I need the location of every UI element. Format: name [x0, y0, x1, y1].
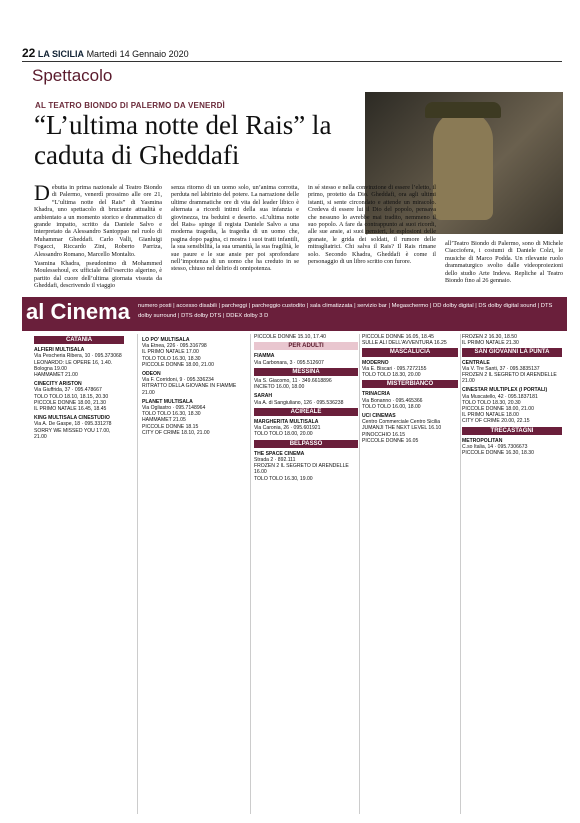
listing-line: PICCOLE DONNE 16.05 — [362, 437, 419, 444]
header-rule — [22, 61, 562, 62]
paper-name: LA SICILIA — [37, 49, 85, 59]
listing-line: TOLO TOLO 16.00, 18.00 — [362, 403, 421, 410]
listing-line: IL PRIMO NATALE 17.00 — [142, 349, 199, 356]
listing-line: TOLO TOLO 18.30, 20.00 — [362, 372, 421, 379]
theater-name: TRINACRIA — [362, 391, 391, 398]
listing-line: Via A. di Sangiuliano, 126 · 095.536238 — [254, 399, 344, 406]
listing-line: CITY OF CRIME 20.00, 22.15 — [462, 418, 530, 425]
page-number: 22 — [22, 46, 36, 60]
listing-line: Via Carbonara, 3 · 095.512607 — [254, 359, 324, 366]
city-heading: MESSINA — [254, 368, 358, 376]
listing-column-4 — [362, 334, 458, 444]
theater-name: MODERNO — [362, 359, 389, 366]
column-divider — [359, 334, 360, 814]
listing-line: TOLO TOLO 18.00, 20.00 — [254, 431, 313, 438]
theater-name: SARAH — [254, 393, 273, 400]
theater-name: METROPOLITAN — [462, 437, 503, 444]
listing-line: Via Pescheria Ribera, 10 · 095.373068 — [34, 353, 122, 360]
actor-figure — [433, 110, 493, 220]
listing-line: PICCOLE DONNE 15.10, 17.40 — [254, 334, 326, 340]
listing-line: PINOCCHIO 16.15 — [362, 431, 406, 438]
listing-line: TOLO TOLO 18.30, 20.30 — [462, 399, 521, 406]
listing-line: CITY OF CRIME 18.10, 21.00 — [142, 429, 210, 436]
listing-line: Via F. Corridoni, 9 · 095.336234 — [142, 377, 214, 384]
listing-column-5 — [462, 334, 562, 456]
listing-line: PICCOLE DONNE 18.00, 21.30 — [34, 399, 106, 406]
listing-line: RITRATTO DELLA GIOVANE IN FIAMME 21.00 — [142, 383, 237, 396]
listing-line: IL PRIMO NATALE 16.45, 18.45 — [34, 406, 107, 413]
listing-column-1 — [34, 334, 124, 440]
listing-line: IL PRIMO NATALE 21.30 — [462, 340, 519, 347]
article-column-4 — [445, 240, 563, 284]
city-heading: CATANIA — [34, 336, 124, 344]
city-heading: BELPASSO — [254, 440, 358, 448]
theater-name: CENTRALE — [462, 359, 490, 366]
listing-line: TOLO TOLO 16.30, 18.30 — [142, 411, 201, 418]
issue-date: Martedì 14 Gennaio 2020 — [86, 49, 189, 59]
article-headline: “L’ultima notte del Rais” la caduta di Gheddafi — [34, 110, 332, 170]
listing-line: Via E. Biscari · 095.7272155 — [362, 365, 427, 372]
listing-line: PICCOLE DONNE 16.30, 18.30 — [462, 450, 534, 457]
theater-name: CINECITY ARISTON — [34, 381, 82, 388]
city-heading: SAN GIOVANNI LA PUNTA — [462, 348, 562, 356]
listing-line: PICCOLE DONNE 18.00, 21.00 — [142, 361, 214, 368]
article-text: all’Teatro Biondo di Palermo, sono di Michele Ciacciofera, i costumi di Daniele Colzi, le musiche di Marco Podda. Un rilevante ruolo drammaturgico svolto dalle videoproiezioni dello studio Arte Indeva. Repliche al Teatro Biondo fino al 26 gennaio. — [445, 240, 563, 285]
city-heading: MISTERBIANCO — [362, 380, 458, 388]
cinema-band — [22, 297, 567, 331]
page-header — [22, 46, 562, 60]
cinema-legend: numero posti | accesso disabili | parcheggi | parcheggio custodito | sala climatizzata | servizio bar | Megaschermo | DD dolby digital | DS dolby digital sound | DTS dolby surround | DTS dolby DTS | DDEX dolby 3 D — [138, 303, 553, 319]
listing-line: Via Etnea, 226 · 095.316798 — [142, 343, 207, 350]
listing-line: Centro Commerciale Centro Sicilia — [362, 419, 441, 426]
listing-line: Via Bonanno · 095.465366 — [362, 397, 423, 404]
column-divider — [250, 334, 251, 814]
listing-line: PICCOLE DONNE 18.15 — [142, 423, 199, 430]
theater-name: LO PO' MULTISALA — [142, 337, 190, 343]
section-title: Spettacolo — [32, 66, 113, 85]
listing-line: Strada 2 · 892.111 — [254, 457, 296, 464]
theater-name: KING MULTISALA CINESTUDIO — [34, 415, 110, 422]
theater-name: MARGHERITA MULTISALA — [254, 419, 319, 426]
listing-line: Via Muscatello, 42 · 095.1837181 — [462, 393, 538, 400]
column-divider — [460, 334, 461, 814]
city-heading: ACIREALE — [254, 408, 358, 416]
listing-line: FROZEN 2 IL SEGRETO DI ARENDELLE 21.00 — [462, 372, 557, 385]
listing-column-3 — [254, 334, 358, 482]
listing-line: LEONARDO: LE OPERE 16, 1.40. Bologna 19.00 — [34, 359, 113, 372]
listing-line: Via Giuffrida, 37 · 095.478667 — [34, 387, 102, 394]
listing-line: FROZEN 2 IL SEGRETO DI ARENDELLE 16.00 — [254, 463, 349, 476]
theater-name: PLANET MULTISALA — [142, 398, 193, 405]
theater-name: ODEON — [142, 371, 161, 378]
theater-name: THE SPACE CINEMA — [254, 450, 305, 457]
listing-line: TOLO TOLO 18.10, 18.15, 20.30 — [34, 393, 109, 400]
listing-line: HAMMAMET 21.00 — [34, 372, 78, 379]
listing-line: IL PRIMO NATALE 18.00 — [462, 412, 519, 419]
city-heading: MASCALUCIA — [362, 348, 458, 356]
article-column-3 — [308, 184, 436, 265]
listing-line: Via V. Tre Santi, 37 · 095.3835137 — [462, 365, 540, 372]
city-heading: PER ADULTI — [254, 342, 358, 350]
listing-line: Via Ogliastro · 095.7148964 — [142, 405, 206, 412]
listing-line: Via S. Giacomo, 11 · 349.6618896 — [254, 378, 332, 385]
theater-name: CINESTAR MULTIPLEX (I PORTALI) — [462, 387, 548, 394]
listing-line: INCIETO 16.00, 18.00 — [254, 384, 305, 391]
listing-line: PICCOLE DONNE 18.00, 21.00 — [462, 406, 534, 413]
listing-line: JUMANJI THE NEXT LEVEL 16.10 — [362, 425, 442, 432]
listing-line: HAMMAMET 21.05 — [142, 417, 186, 424]
city-heading: TRECASTAGNI — [462, 427, 562, 435]
theater-name: ALFIERI MULTISALA — [34, 347, 85, 354]
article-text: senza ritorno di un uomo solo, un’anima corrotta, perduta nel labirinto del potere. La narrazione delle ultime drammatiche ore di vita del leader libico è alternata a ricordi intimi della sua infanzia e giovinezza, tra beduini e deserto. «L’ultima notte del Rais» spinge il regista Daniele Salvo a una moderna tragedia, la tragedia di un uomo che, pagina dopo pagina, ci mostra i suoi tratti infantili, la sua sensibilità, la sua umanità, la sua fragilità, le sue paure e le sue ansie per poi sprofondare nell’impotenza di un uomo che ha creduto in se stesso, chiuso nel delirio di onnipotenza. — [171, 184, 299, 273]
listing-line: PICCOLE DONNE 16.05, 18.45 — [362, 334, 434, 340]
article-column-1 — [34, 180, 162, 290]
listing-line: TOLO TOLO 16.30, 19.00 — [254, 475, 313, 482]
listing-line: SORRY WE MISSED YOU 17.00, 21.00 — [34, 427, 111, 440]
article-kicker: AL TEATRO BIONDO DI PALERMO DA VENERDÌ — [35, 101, 225, 110]
listing-line: Via Caronia, 26 · 095.601921 — [254, 425, 321, 432]
listing-line: SULLE ALI DELL'AVVENTURA 16.25 — [362, 340, 447, 347]
cinema-title: al Cinema — [26, 299, 130, 324]
listing-line: C.so Italia, 14 · 095.7306673 — [462, 444, 528, 451]
military-cap — [425, 102, 501, 118]
column-divider — [137, 334, 138, 814]
listing-line: TOLO TOLO 16.30, 18.30 — [142, 355, 201, 362]
listing-column-2 — [142, 334, 246, 436]
listing-line: Via A. De Gaspe, 18 · 095.331278 — [34, 421, 112, 428]
theater-name: FIAMMA — [254, 353, 275, 360]
listing-line: FROZEN 2 16.30, 18.50 — [462, 334, 517, 340]
article-text: ebutta in prima nazionale al Teatro Biondo di Palermo, venerdì prossimo alle ore 21, “L’ultima notte del Rais” di Yasmina Khadra, uno spettacolo di bruciante attualità e ambientato a un momento storico e drammatico di grande impatto, scritto da Daniele Salvo e interpretato da Alessandro Santoppao nel ruolo di Muhammar Gheddafi. Carlo Valli, Gianluigi Fogacci, Riccardo Zini, Roberto Parriza, Alessandro Romano, Marcello Montalto. — [34, 184, 162, 258]
article-column-2 — [171, 184, 299, 273]
theater-name: UCI CINEMAS — [362, 413, 396, 420]
article-text: Yasmina Khadra, pseudonimo di Mohammed Moulessehoul, ex ufficiale dell’esercito algerino, è partito dal cuore dell’ultima giornata vissuta da Gheddafi, descrivendo il viaggio — [34, 260, 162, 290]
article-text: in sé stesso e nella convinzione di essere l’eletto, il primo, protetto da Dio. Gheddafi, ora agli ultimi istanti, si sente circondato e attende un miracolo. Credeva di essere lui il Dio del popolo, pensava che nessuno lo avrebbe mai tradito, nemmeno il suo popolo. A fare da contrappunto ai suoi ricordi, alle sue ansie, ai suoi pensieri, le esplosioni delle granate, le grida dei soldati, il rumore delle mitragliatrici. Chi salva il Rais? Il Rais rimane solo. Secondo Khadra, Gheddafi è come il personaggio di un libro scritto con furore. — [308, 184, 436, 266]
drop-cap: D — [34, 180, 50, 205]
